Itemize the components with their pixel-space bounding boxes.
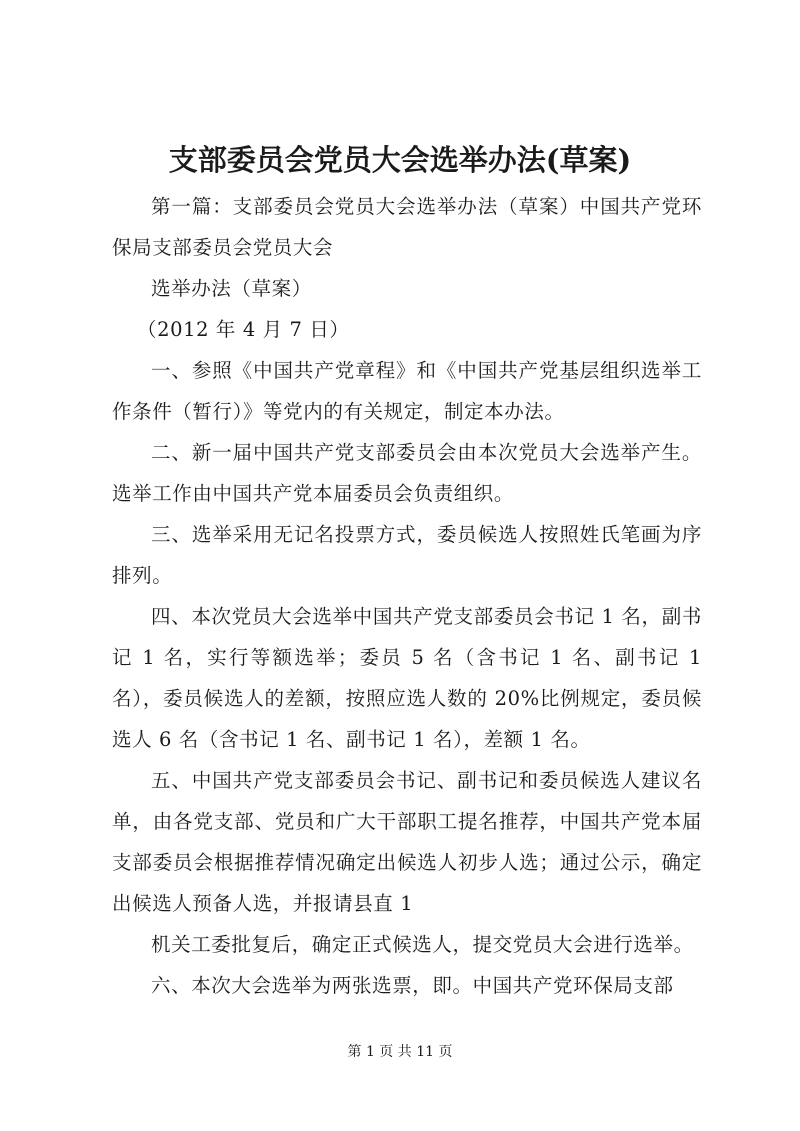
paragraph-article-5: 五、中国共产党支部委员会书记、副书记和委员候选人建议名单，由各党支部、党员和广大干部职工提名推荐，中国共产党本届支部委员会根据推荐情况确定出候选人初步人选；通过公示，确定出候选人预备人选，并报请县直 1 bbox=[112, 769, 702, 915]
paragraph-1: 第一篇：支部委员会党员大会选举办法（草案）中国共产党环保局支部委员会党员大会 bbox=[112, 195, 702, 259]
paragraph-article-4: 四、本次党员大会选举中国共产党支部委员会书记 1 名，副书记 1 名，实行等额选举；委员 5 名（含书记 1 名、副书记 1 名），委员候选人的差额，按照应选人数的 20%比例规定，委员候选人 6 名（含书记 1 名、副书记 1 名），差额 1 名。 bbox=[112, 605, 702, 751]
paragraph-article-6: 六、本次大会选举为两张选票，即。中国共产党环保局支部 bbox=[151, 974, 674, 997]
paragraph-date: （2012 年 4 月 7 日） bbox=[137, 318, 350, 341]
document-body bbox=[112, 186, 702, 1006]
document-title: 支部委员会党员大会选举办法(草案) bbox=[168, 143, 632, 177]
paragraph-article-5-cont: 机关工委批复后，确定正式候选人，提交党员大会进行选举。 bbox=[151, 933, 694, 956]
page-number-footer: 第 1 页 共 11 页 bbox=[347, 1044, 453, 1060]
paragraph-article-1: 一、参照《中国共产党章程》和《中国共产党基层组织选举工作条件（暂行）》等党内的有关规定，制定本办法。 bbox=[112, 359, 702, 423]
paragraph-article-3: 三、选举采用无记名投票方式，委员候选人按照姓氏笔画为序排列。 bbox=[112, 523, 702, 587]
paragraph-article-2: 二、新一届中国共产党支部委员会由本次党员大会选举产生。选举工作由中国共产党本届委员会负责组织。 bbox=[112, 441, 702, 505]
paragraph-2: 选举办法（草案） bbox=[151, 277, 312, 300]
